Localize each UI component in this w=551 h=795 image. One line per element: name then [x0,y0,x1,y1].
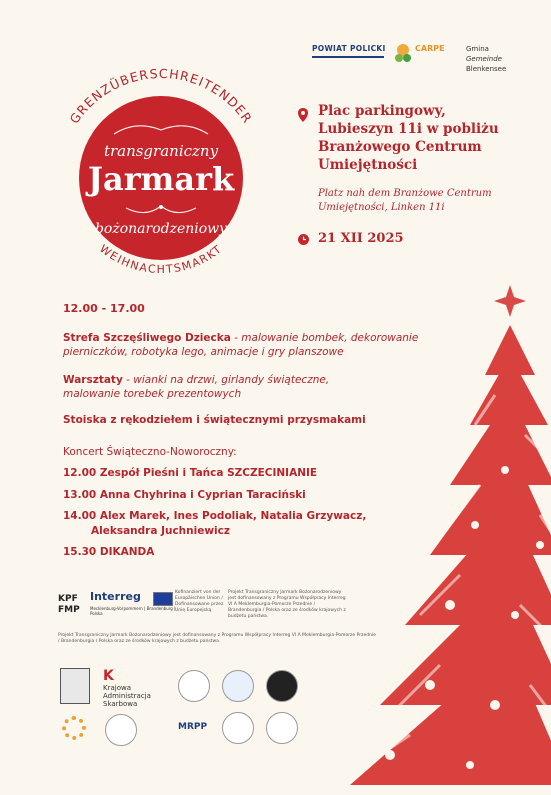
gmina-logo [466,44,506,74]
tree-star-icon [494,285,526,317]
program-workshops [63,373,463,401]
location-line3: Branżowego Centrum [318,139,482,155]
concert-item-4: 15.30 DIKANDA [63,546,155,558]
location-line2: Lubieszyn 11i w pobliżu [318,121,499,137]
location-de [318,187,492,215]
concert-item-3a: 14.00 Alex Marek, Ines Podoliak, Natalia Grzywacz, [63,510,367,522]
location-line4: Umiejętności [318,157,418,173]
partner-logo-circle-2 [222,670,254,702]
kas-icon: K [103,668,114,684]
fmp-label: FMP [58,605,80,615]
partner-logo-circle-3 [266,670,298,702]
flourish-dot [159,205,163,209]
workshop-title: Warsztaty [63,374,123,386]
powiat-label: POWIAT POLICKI [312,44,386,53]
program-stalls: Stoiska z rękodziełem i świątecznymi przysmakami [63,414,366,426]
kas-line1: Krajowa Administracja [103,684,151,700]
gmina-line1: Gmina [466,45,489,53]
eu-funding-text: Kofinanziert von der Europäischen Union / Dofinansowane przez Unię Europejską [175,590,224,613]
zone-desc-line1: - malowanie bombek, dekorowanie [230,332,419,344]
kpf-fmp-logo [58,594,80,616]
kpf-label: KPF [58,594,78,604]
concert-item-3b: Aleksandra Juchniewicz [91,525,230,537]
zone-desc-line2: pierniczków, robotyka lego, animacje i gry planszowe [63,346,344,358]
partner-logo-mtf [105,714,137,746]
partner-logo-circle-5 [266,712,298,744]
partner-logo-kas [103,668,173,708]
location-pl [318,102,499,174]
concert-item-1: 12.00 Zespół Pieśni i Tańca SZCZECINIANIE [63,467,318,479]
concert-title: Koncert Świąteczno-Noworoczny: [63,446,237,458]
emblem-line1: transgraniczny [103,142,219,160]
program-time: 12.00 - 17.00 [63,302,145,315]
partner-logo-circle-1 [178,670,210,702]
market-emblem [36,58,276,288]
carpe-text: CARPE [415,44,445,53]
emblem-line2: bożonarodzeniowy [94,221,228,237]
interreg-label: Interreg [90,590,141,603]
location-line1: Plac parkingowy, [318,103,446,119]
partner-logo-crest [60,668,90,704]
location-de-line1: Platz nah dem Branżowe Centrum [318,188,492,199]
carpe-diem-logo [393,40,453,70]
powiat-logo [312,44,394,58]
interreg-sub: Mecklenburg-Vorpommern | Brandenburg | Polska [90,606,176,616]
eu-flag-icon [153,592,173,606]
event-date: 21 XII 2025 [318,231,404,246]
location-de-line2: Umiejętności, Linken 11i [318,202,445,213]
interreg-logo [90,590,176,616]
funding-text-de: Projekt Transgraniczny Jarmark Bożonarodzeniowy jest dofinansowany z Programu Współpracy Interreg VI A Meklemburgia-Pomorze Przednie / Brandenburgia / Polska oraz ze środków krajowych z budżetu państwa. [228,590,346,619]
partner-logo-hands-icon [62,716,86,740]
gmina-line3: Blenkensee [466,65,507,73]
emblem-arc-top: GRENZÜBERSCHREITENDER [66,65,256,127]
emblem-graphic [36,58,276,288]
program-zone [63,331,463,359]
christmas-tree-illustration [290,285,551,795]
partner-logo-mrpp: MRPP [178,722,208,732]
partner-logo-circle-4 [222,712,254,744]
zone-title: Strefa Szczęśliwego Dziecka [63,332,231,344]
powiat-underline [312,56,384,58]
workshop-desc-line1: - wianki na drzwi, girlandy świąteczne, [122,374,330,386]
emblem-arc-bottom: WEIHNACHTSMARKT [97,242,225,277]
concert-item-2: 13.00 Anna Chyhrina i Cyprian Taraciński [63,489,306,501]
funding-text-pl: Projekt Transgraniczny Jarmark Bożonarodzeniowy jest dofinansowany z Programu Współpracy Interreg VI A Meklemburgia-Pomorze Przednie / Brandenburgia / Polska oraz ze środków krajowych z budżetu państwa. [58,633,376,644]
workshop-desc-line2: malowanie torebek prezentowych [63,388,242,400]
kas-line2: Skarbowa [103,700,138,708]
gmina-line2: Gemeinde [466,55,502,63]
clock-icon [298,234,309,245]
location-pin-icon [298,108,308,122]
emblem-title: Jarmark [87,160,235,198]
carpe-diem-icon [393,42,413,66]
